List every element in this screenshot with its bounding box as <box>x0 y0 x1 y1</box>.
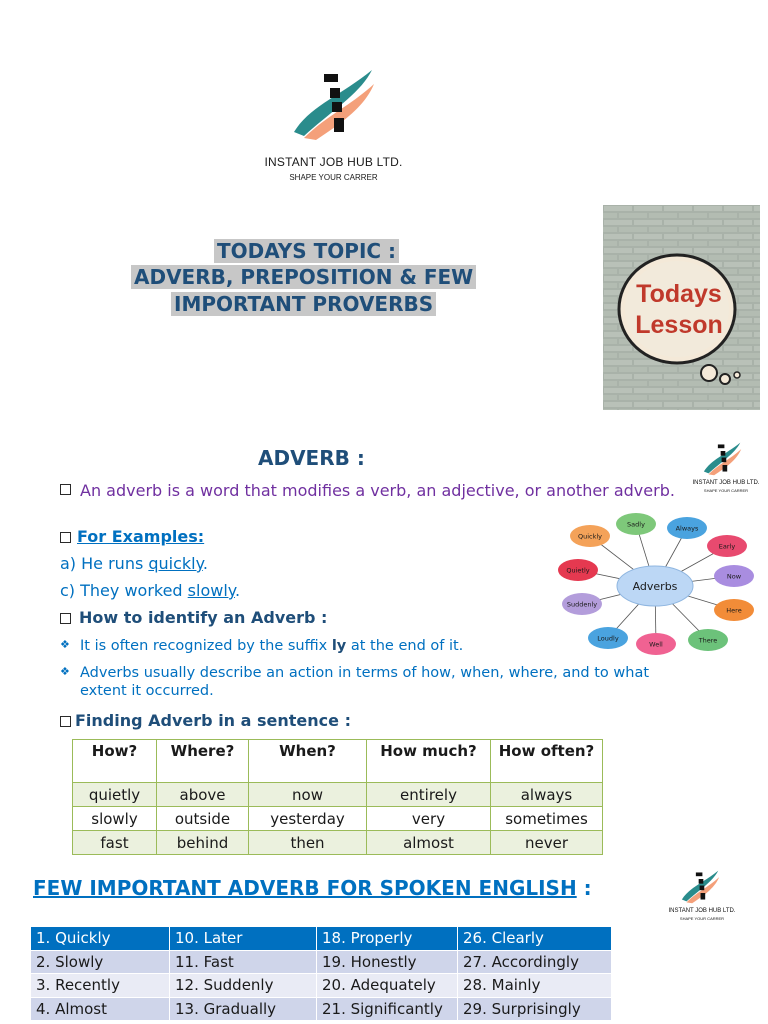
table-row <box>73 783 603 807</box>
table-row <box>73 831 603 855</box>
example-c-prefix: c) They worked <box>60 581 188 600</box>
few-important-heading-colon: : <box>576 876 592 900</box>
tip-describe-action: Adverbs usually describe an action in terms of how, when, where, and to what extent it occurred. <box>80 665 650 699</box>
checkbox-bullet-icon <box>60 716 71 727</box>
lesson-text-line-1: Todays <box>636 280 722 308</box>
table-cell: behind <box>157 831 249 855</box>
tip-1-bold: ly <box>331 638 347 654</box>
list-item: 26. Clearly <box>458 927 612 951</box>
list-item: 4. Almost <box>31 997 170 1021</box>
example-c-suffix: . <box>234 581 241 600</box>
cloud-word: Now <box>726 572 742 581</box>
company-logo-small-icon <box>680 868 722 904</box>
company-tagline: SHAPE YOUR CARRER <box>289 173 378 182</box>
cloud-word: Sadly <box>627 520 645 529</box>
table-header-how: How? <box>73 740 157 783</box>
example-a-word: quickly <box>148 554 203 573</box>
table-cell: sometimes <box>491 807 603 831</box>
list-item: 29. Surprisingly <box>458 997 612 1021</box>
examples-label-text: For Examples: <box>77 527 205 546</box>
list-item: 1. Quickly <box>31 927 170 951</box>
example-a-suffix: . <box>202 554 208 573</box>
cloud-word: Here <box>726 606 742 615</box>
example-a <box>60 554 208 573</box>
topic-title-line-2: ADVERB, PREPOSITION & FEW <box>131 265 476 289</box>
important-adverbs-table <box>30 926 612 1021</box>
topic-title-line-3: IMPORTANT PROVERBS <box>171 292 436 316</box>
list-item: 12. Suddenly <box>170 974 317 998</box>
table-header-how-often: How often? <box>491 740 603 783</box>
identify-adverb-text: How to identify an Adverb : <box>79 608 328 627</box>
adverb-definition <box>60 481 690 500</box>
diamond-bullet-icon: ❖ <box>60 638 70 651</box>
diamond-bullet-icon: ❖ <box>60 665 70 678</box>
company-name: INSTANT JOB HUB LTD. <box>264 155 403 169</box>
list-item: 13. Gradually <box>170 997 317 1021</box>
table-header-how-much: How much? <box>367 740 491 783</box>
list-item: 10. Later <box>170 927 317 951</box>
table-row <box>31 927 612 951</box>
list-item: 21. Significantly <box>317 997 458 1021</box>
finding-adverb-text: Finding Adverb in a sentence : <box>75 711 351 730</box>
table-cell: never <box>491 831 603 855</box>
table-header-where: Where? <box>157 740 249 783</box>
example-c-word: slowly <box>187 581 235 600</box>
table-cell: above <box>157 783 249 807</box>
cloud-word: Quickly <box>577 532 603 541</box>
table-row <box>31 974 612 998</box>
table-row <box>31 997 612 1021</box>
list-item: 27. Accordingly <box>458 950 612 974</box>
cloud-word: Suddenly <box>566 600 598 609</box>
todays-lesson-image <box>603 205 760 410</box>
example-a-prefix: a) He runs <box>60 554 149 573</box>
list-item: 20. Adequately <box>317 974 458 998</box>
list-item: 28. Mainly <box>458 974 612 998</box>
table-cell: entirely <box>367 783 491 807</box>
cloud-word: Early <box>718 542 736 551</box>
table-cell: slowly <box>73 807 157 831</box>
topic-title-line-1: TODAYS TOPIC : <box>214 239 399 263</box>
company-name-small: INSTANT JOB HUB LTD. <box>692 480 760 486</box>
tip-1-suffix: at the end of it. <box>346 638 464 654</box>
company-logo-small-icon <box>702 440 744 476</box>
table-row <box>73 807 603 831</box>
table-cell: very <box>367 807 491 831</box>
list-item: 2. Slowly <box>31 950 170 974</box>
adverb-definition-text: An adverb is a word that modifies a verb, an adjective, or another adverb. <box>80 481 675 500</box>
tip-suffix-ly <box>80 637 463 655</box>
checkbox-bullet-icon <box>60 484 71 495</box>
table-cell: fast <box>73 831 157 855</box>
list-item: 18. Properly <box>317 927 458 951</box>
list-item: 11. Fast <box>170 950 317 974</box>
identify-adverb-label <box>60 608 327 627</box>
company-name-small: INSTANT JOB HUB LTD. <box>668 908 736 914</box>
example-c <box>60 581 240 600</box>
table-header-when: When? <box>249 740 367 783</box>
cloud-word: Well <box>649 640 663 649</box>
list-item: 19. Honestly <box>317 950 458 974</box>
adverbs-cloud-diagram <box>544 510 766 658</box>
lesson-text-line-2: Lesson <box>635 311 723 339</box>
list-item: 3. Recently <box>31 974 170 998</box>
cloud-word: Loudly <box>597 634 619 643</box>
few-important-heading-text: FEW IMPORTANT ADVERB FOR SPOKEN ENGLISH <box>33 876 577 900</box>
checkbox-bullet-icon <box>60 532 71 543</box>
table-cell: quietly <box>73 783 157 807</box>
cloud-word: Always <box>675 524 699 533</box>
finding-adverb-label <box>60 711 351 730</box>
adverb-heading: ADVERB : <box>258 446 365 470</box>
table-cell: yesterday <box>249 807 367 831</box>
table-cell: almost <box>367 831 491 855</box>
company-tagline-small: SHAPE YOUR CARRER <box>703 488 749 493</box>
table-cell: always <box>491 783 603 807</box>
examples-label <box>60 527 204 546</box>
cloud-center-label: Adverbs <box>632 580 678 593</box>
company-tagline-small: SHAPE YOUR CARRER <box>679 916 725 921</box>
table-row <box>31 950 612 974</box>
tip-1-prefix: It is often recognized by the suffix <box>80 638 332 654</box>
table-cell: then <box>249 831 367 855</box>
finding-adverb-table <box>72 739 603 855</box>
company-logo-icon <box>290 66 380 140</box>
cloud-word: Quietly <box>566 566 590 575</box>
checkbox-bullet-icon <box>60 613 71 624</box>
cloud-word: There <box>698 636 718 645</box>
few-important-heading <box>33 876 592 900</box>
table-cell: now <box>249 783 367 807</box>
table-cell: outside <box>157 807 249 831</box>
